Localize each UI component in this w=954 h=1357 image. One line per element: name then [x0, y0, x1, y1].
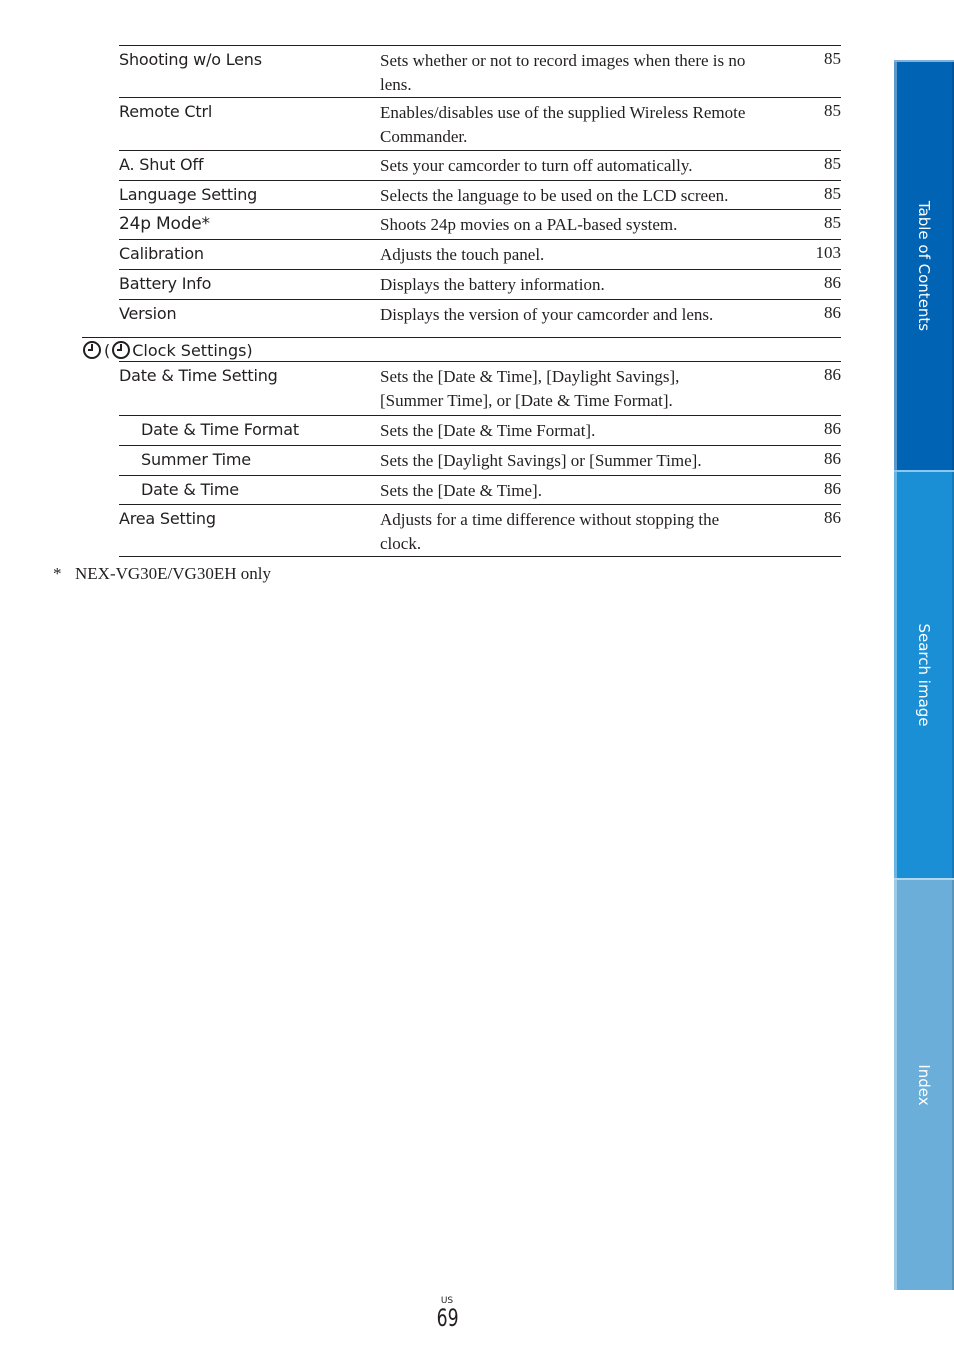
region-code: US: [440, 1296, 454, 1306]
setting-name: Date & Time Format: [141, 420, 299, 439]
table-row: [119, 97, 841, 151]
setting-name: Date & Time: [141, 480, 239, 499]
table-row: [119, 180, 841, 210]
tab-search-image[interactable]: [894, 470, 954, 878]
clock-icon: [111, 340, 131, 360]
page-reference[interactable]: 85: [824, 49, 841, 68]
tab-index[interactable]: [894, 878, 954, 1290]
setting-description: Sets whether or not to record images when there is no lens.: [380, 51, 746, 94]
page-reference[interactable]: 85: [824, 101, 841, 120]
table-row: [119, 150, 841, 181]
table-row: [119, 45, 841, 98]
page-reference[interactable]: 85: [824, 154, 841, 173]
page-reference[interactable]: 86: [824, 303, 841, 322]
page-reference[interactable]: 85: [824, 213, 841, 232]
clock-settings-section: [82, 337, 841, 362]
setting-description: Adjusts for a time difference without stopping the clock.: [380, 510, 720, 553]
page-reference[interactable]: 86: [824, 479, 841, 498]
setting-description: Sets the [Date & Time], [Daylight Savings], [Summer Time], or [Date & Time Format].: [380, 367, 680, 410]
clock-icon: [82, 340, 102, 360]
page-reference[interactable]: 86: [824, 449, 841, 468]
setting-name: Battery Info: [119, 274, 212, 293]
section-title: Clock Settings): [132, 340, 253, 360]
table-row: [119, 415, 841, 446]
setting-name: A. Shut Off: [119, 155, 204, 174]
setting-description: Sets the [Date & Time].: [380, 481, 542, 500]
table-bottom-rule: [119, 556, 841, 557]
open-paren: (: [104, 340, 111, 360]
page-reference[interactable]: 86: [824, 508, 841, 527]
table-row: [119, 475, 841, 505]
page-reference[interactable]: 86: [824, 273, 841, 292]
setting-name: Summer Time: [141, 450, 251, 469]
setting-name: 24p Mode*: [119, 214, 210, 234]
page-reference[interactable]: 103: [815, 243, 841, 262]
setting-name: Date & Time Setting: [119, 366, 278, 385]
setting-name: Calibration: [119, 244, 204, 263]
tab-table-of-contents[interactable]: [894, 60, 954, 470]
table-row: [119, 504, 841, 557]
footnote-mark: *: [53, 564, 62, 583]
page-reference[interactable]: 86: [824, 365, 841, 384]
setting-description: Sets your camcorder to turn off automatically.: [380, 156, 693, 175]
page-number: 69: [436, 1304, 459, 1332]
side-nav: [894, 60, 954, 1290]
setting-name: Language Setting: [119, 185, 258, 204]
setting-name: Remote Ctrl: [119, 102, 213, 121]
setting-description: Displays the version of your camcorder and lens.: [380, 305, 714, 324]
table-row: [119, 239, 841, 270]
setting-description: Selects the language to be used on the LCD screen.: [380, 186, 729, 205]
setting-description: Sets the [Daylight Savings] or [Summer Time].: [380, 451, 702, 470]
page-reference[interactable]: 85: [824, 184, 841, 203]
table-row: [119, 209, 841, 240]
footnote: [53, 564, 271, 584]
table-row: [119, 269, 841, 300]
setting-name: Shooting w/o Lens: [119, 50, 262, 69]
setting-name: Area Setting: [119, 509, 216, 528]
footnote-text: NEX-VG30E/VG30EH only: [75, 564, 271, 583]
page-reference[interactable]: 86: [824, 419, 841, 438]
setting-name: Version: [119, 304, 177, 323]
section-heading: [82, 338, 253, 362]
setting-description: Displays the battery information.: [380, 275, 605, 294]
table-row: [119, 445, 841, 476]
page-folio: [434, 1296, 460, 1330]
setting-description: Shoots 24p movies on a PAL-based system.: [380, 215, 678, 234]
tab-label: Search image: [915, 623, 933, 727]
setting-description: Adjusts the touch panel.: [380, 245, 545, 264]
tab-label: Table of Contents: [915, 200, 933, 332]
setting-description: Enables/disables use of the supplied Wireless Remote Commander.: [380, 103, 746, 146]
table-row: [119, 361, 841, 416]
tab-label: Index: [915, 1064, 933, 1106]
setting-description: Sets the [Date & Time Format].: [380, 421, 596, 440]
table-row: [119, 299, 841, 330]
